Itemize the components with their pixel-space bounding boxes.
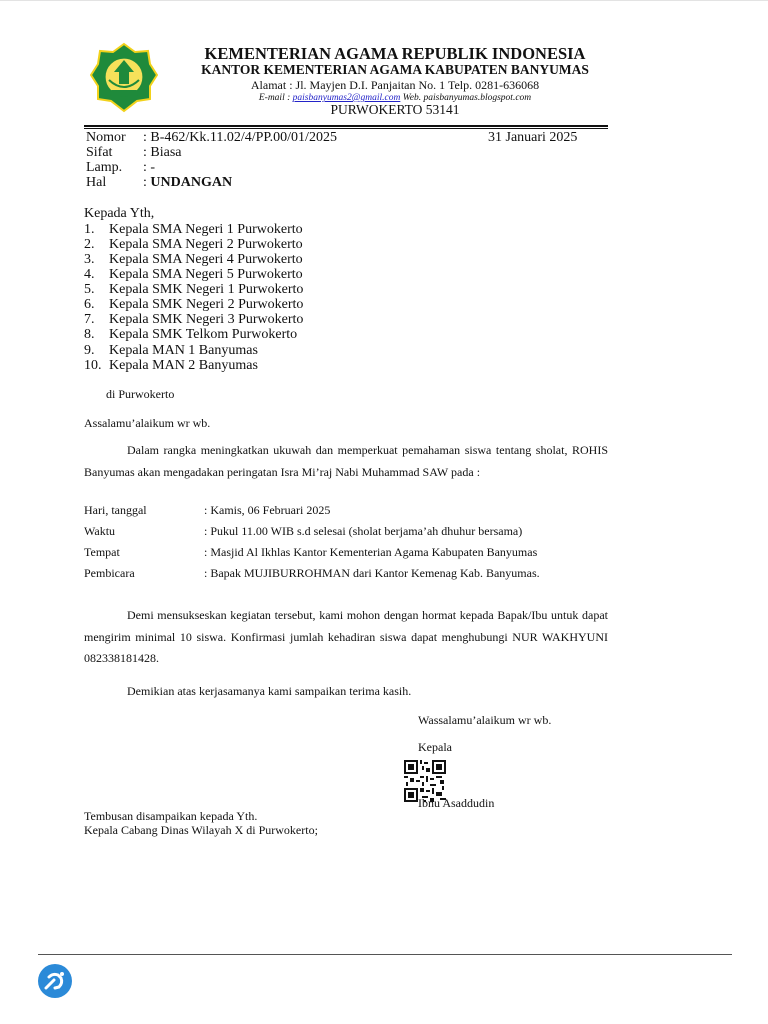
hal-value: UNDANGAN <box>150 175 233 190</box>
list-number: 7. <box>84 312 95 327</box>
list-text: Kepala SMA Negeri 1 Purwokerto <box>109 222 303 237</box>
hal-label: Hal <box>86 175 107 190</box>
meta-nomor <box>86 130 337 146</box>
list-number: 9. <box>84 343 95 358</box>
web-text: Web. paisbanyumas.blogspot.com <box>400 93 532 103</box>
lamp-value: : - <box>143 160 156 175</box>
detail-value: : Masjid Al Ikhlas Kantor Kementerian Agama Kabupaten Banyumas <box>204 545 538 559</box>
list-number: 6. <box>84 297 95 312</box>
list-number: 2. <box>84 237 95 252</box>
letterhead-rule-thick <box>84 125 608 127</box>
signature-title: Kepala <box>418 740 452 754</box>
letter-date: 31 Januari 2025 <box>488 130 578 145</box>
letterhead-rule-thin <box>84 128 608 129</box>
paragraph-text: Dalam rangka meningkatkan ukuwah dan memperkuat pemahaman siswa tentang sholat, ROHIS Banyumas akan mengadakan peringatan Isra Mi’raj Nabi Muhammad SAW pada : <box>84 443 608 479</box>
scribd-badge-icon[interactable] <box>38 964 72 998</box>
signatory-name: Ibnu Asaddudin <box>418 796 495 810</box>
list-item <box>84 267 303 283</box>
greeting: Assalamu’alaikum wr wb. <box>84 416 211 430</box>
footer-divider <box>38 954 732 955</box>
letterhead-address: Alamat : Jl. Mayjen D.I. Panjaitan No. 1 Telp. 0281-636068 <box>250 78 540 92</box>
detail-row <box>84 524 522 539</box>
nomor-value: : B-462/Kk.11.02/4/PP.00/01/2025 <box>143 130 337 145</box>
letterhead-ministry: KEMENTERIAN AGAMA REPUBLIK INDONESIA <box>204 44 586 63</box>
list-text: Kepala SMK Negeri 3 Purwokerto <box>109 312 304 327</box>
list-item <box>84 358 258 374</box>
list-number: 8. <box>84 327 95 342</box>
list-item <box>84 312 303 328</box>
detail-label: Waktu <box>84 524 116 538</box>
detail-row <box>84 566 540 581</box>
sifat-value: : Biasa <box>143 145 182 160</box>
list-number: 3. <box>84 252 95 267</box>
list-number: 4. <box>84 267 95 282</box>
email-link[interactable]: paisbanyumas2@gmail.com <box>292 93 401 103</box>
paragraph-request <box>84 605 608 670</box>
list-text: Kepala SMA Negeri 2 Purwokerto <box>109 237 303 252</box>
list-item <box>84 327 297 343</box>
list-item <box>84 343 258 359</box>
paragraph-text: Demi mensukseskan kegiatan tersebut, kami mohon dengan hormat kepada Bapak/Ibu untuk dapat mengirim minimal 10 siswa. Konfirmasi jumlah kehadiran siswa dapat menghubungi NUR WAKHYUNI 082338181428. <box>84 608 608 665</box>
letterhead-office: KANTOR KEMENTERIAN AGAMA KABUPATEN BANYUMAS <box>201 62 589 77</box>
cc-recipient: Kepala Cabang Dinas Wilayah X di Purwokerto; <box>84 823 318 837</box>
list-text: Kepala SMK Telkom Purwokerto <box>109 327 298 342</box>
list-text: Kepala MAN 1 Banyumas <box>109 343 258 358</box>
detail-row <box>84 503 330 518</box>
hal-prefix: : <box>143 175 151 190</box>
sifat-label: Sifat <box>86 145 113 160</box>
detail-label: Tempat <box>84 545 120 559</box>
list-item <box>84 222 303 238</box>
meta-hal <box>86 175 232 191</box>
list-number: 1. <box>84 222 95 237</box>
meta-lamp <box>86 160 155 176</box>
list-item <box>84 237 303 253</box>
detail-label: Hari, tanggal <box>84 503 147 517</box>
detail-value: : Kamis, 06 Februari 2025 <box>204 503 331 517</box>
detail-row <box>84 545 537 560</box>
letterhead-city: PURWOKERTO 53141 <box>330 102 460 117</box>
list-item <box>84 282 303 298</box>
meta-sifat <box>86 145 182 161</box>
list-text: Kepala MAN 2 Banyumas <box>109 358 258 373</box>
list-text: Kepala SMK Negeri 2 Purwokerto <box>109 297 304 312</box>
paragraph-thanks: Demikian atas kerjasamanya kami sampaikan terima kasih. <box>127 684 412 698</box>
detail-value: : Bapak MUJIBURROHMAN dari Kantor Kemenag Kab. Banyumas. <box>204 566 540 580</box>
detail-value: : Pukul 11.00 WIB s.d selesai (sholat berjama’ah dhuhur bersama) <box>204 524 523 538</box>
detail-label: Pembicara <box>84 566 135 580</box>
list-number: 5. <box>84 282 95 297</box>
email-label: E-mail : <box>258 93 293 103</box>
list-item <box>84 252 303 268</box>
cc-intro: Tembusan disampaikan kepada Yth. <box>84 809 258 823</box>
list-text: Kepala SMA Negeri 4 Purwokerto <box>109 252 303 267</box>
lamp-label: Lamp. <box>86 160 123 175</box>
list-number: 10. <box>84 358 102 373</box>
page-top-edge <box>0 0 768 1</box>
nomor-label: Nomor <box>86 130 126 145</box>
closing-greeting: Wassalamu’alaikum wr wb. <box>418 713 552 727</box>
list-text: Kepala SMK Negeri 1 Purwokerto <box>109 282 304 297</box>
list-text: Kepala SMA Negeri 5 Purwokerto <box>109 267 303 282</box>
paragraph-intro <box>84 440 608 483</box>
recipients-location: di Purwokerto <box>106 387 175 401</box>
kemenag-logo-icon <box>90 42 158 116</box>
recipients-intro: Kepada Yth, <box>84 206 155 221</box>
list-item <box>84 297 303 313</box>
